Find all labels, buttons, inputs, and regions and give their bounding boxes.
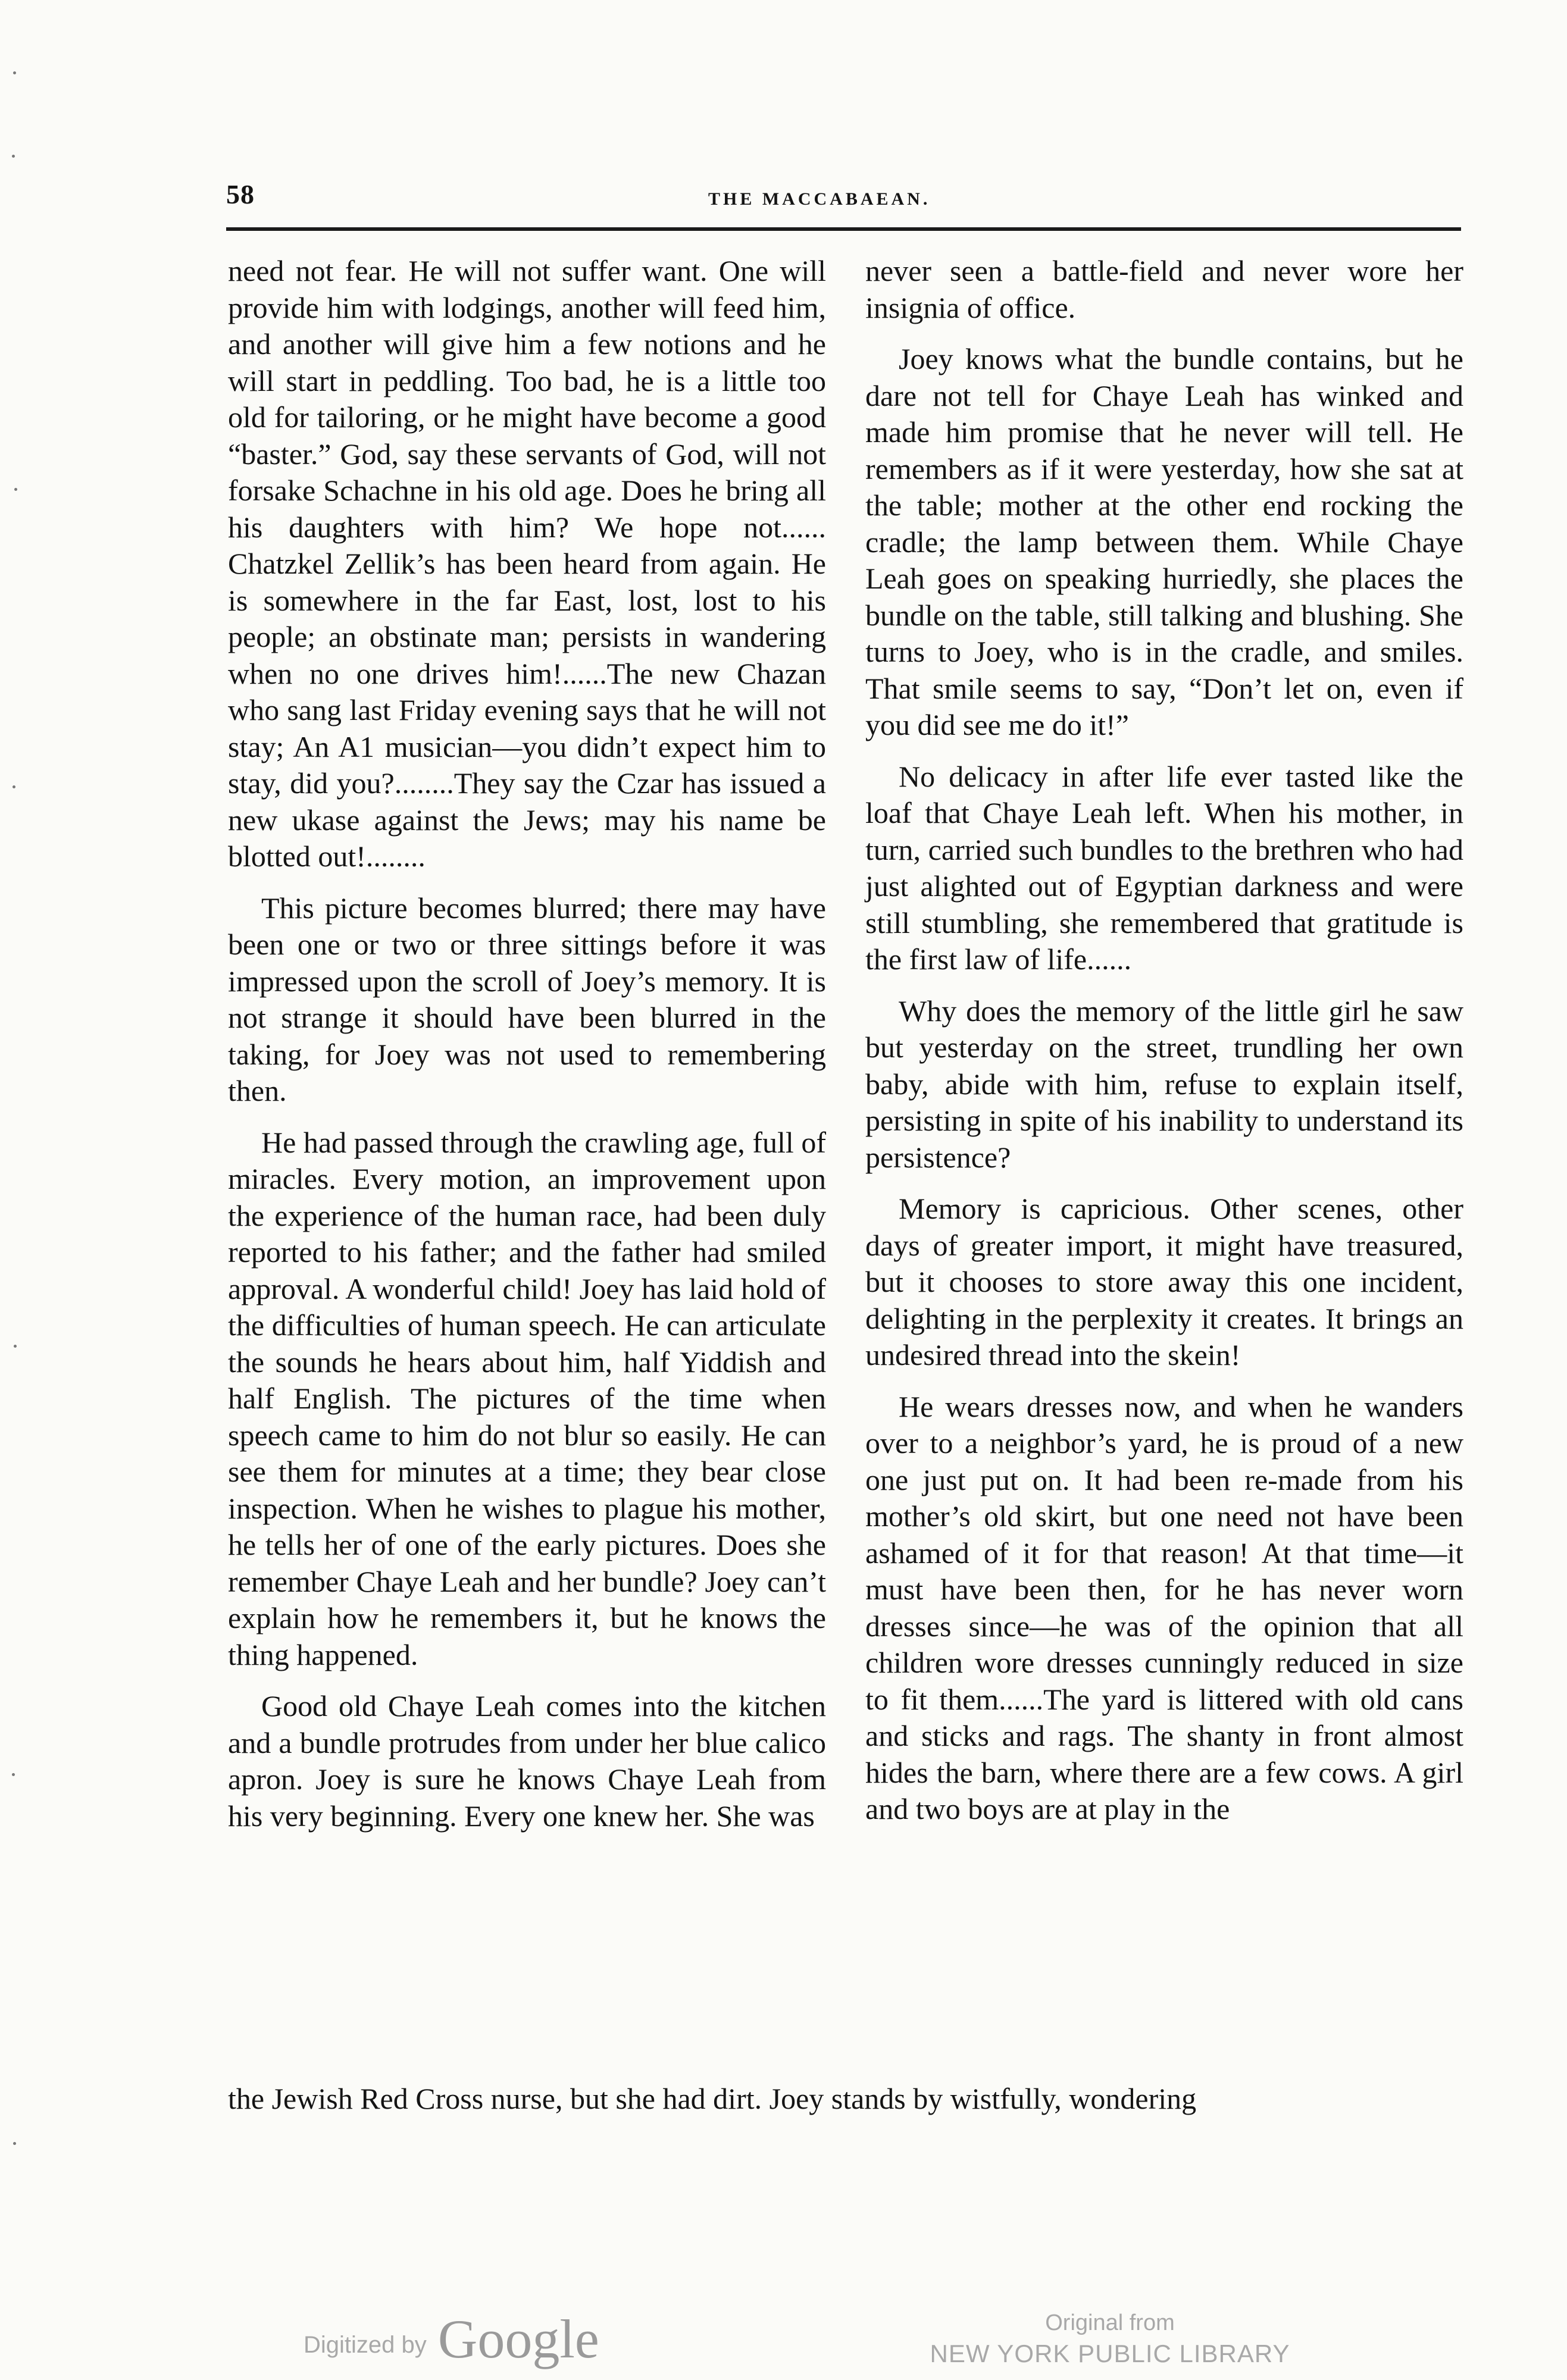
source-watermark — [919, 2310, 1300, 2368]
left-column — [228, 253, 826, 1849]
source-library: NEW YORK PUBLIC LIBRARY — [930, 2340, 1290, 2368]
scan-speck — [12, 785, 15, 788]
running-title: THE MACCABAEAN. — [708, 189, 931, 209]
right-column — [865, 253, 1463, 1843]
paragraph: This picture becomes blurred; there may have been one or two or three sittings before it was impressed upon the scroll of Joey’s memory. It is not strange it should have been blurred in the taking, for Joey was not used to remembering then. — [228, 891, 826, 1107]
paragraph: need not fear. He will not suffer want. One will provide him with lodgings, another will feed him, and another will give him a few notions and he will start in peddling. Too bad, he is a little too old for tailoring, or he might have become a good “baster.” God, say these servants of God, will not forsake Schachne in his old age. Does he bring all his daughters with him? We hope not...... Chatzkel Zellik’s has been heard from again. He is somewhere in the far East, lost, lost to his people; an obstinate man; persists in wandering when no one drives him!......The new Chazan who sang last Friday evening says that he will not stay; An A1 musician—you didn’t expect him to stay, did you?........They say the Czar has issued a new ukase against the Jews; may his name be blotted out!........ — [228, 254, 826, 873]
header-rule — [226, 227, 1461, 231]
source-label: Original from — [1045, 2310, 1175, 2335]
digitized-by-watermark — [304, 2307, 599, 2370]
paragraph: He had passed through the crawling age, full of miracles. Every motion, an improvement upon the experience of the human race, had been duly reported to his father; and the father had smiled approval. A wonderful child! Joey has laid hold of the difficulties of human speech. He can articulate the sounds he hears about him, half Yiddish and half English. The pictures of the time when speech came to him do not blur so easily. He can see them for minutes at a time; they bear close inspection. When he wishes to plague his mother, he tells her of one of the early pictures. Does she remember Chaye Leah and her bundle? Joey can’t explain how he remembers it, but he knows the thing happened. — [228, 1125, 826, 1671]
paragraph: Memory is capricious. Other scenes, other days of greater import, it might have treasured, but it chooses to store away this one incident, delighting in the perplexity it creates. It brings an undesired thread into the skein! — [865, 1192, 1463, 1371]
scan-speck — [13, 2142, 16, 2145]
paragraph: Good old Chaye Leah comes into the kitchen and a bundle protrudes from under her blue calico apron. Joey is sure he knows Chaye Leah from his very beginning. Every one knew her. She was — [228, 1689, 826, 1833]
scan-speck — [12, 1773, 15, 1776]
scan-speck — [14, 488, 17, 491]
digitized-label: Digitized by — [304, 2332, 427, 2358]
paragraph: Why does the memory of the little girl he saw but yesterday on the street, trundling her own baby, abide with him, refuse to explain itself, persisting in spite of his inability to understand its persistence? — [865, 994, 1463, 1174]
paragraph: Joey knows what the bundle contains, but he dare not tell for Chaye Leah has winked and made him promise that he never will tell. He remembers as if it were yesterday, how she sat at the table; mother at the other end rocking the cradle; the lamp between them. While Chaye Leah goes on speaking hurriedly, she places the bundle on the table, still talking and blushing. She turns to Joey, who is in the cradle, and smiles. That smile seems to say, “Don’t let on, even if you did see me do it!” — [865, 342, 1463, 741]
scan-speck — [13, 71, 16, 74]
scan-speck — [12, 155, 15, 158]
page-number: 58 — [226, 179, 255, 209]
paragraph: He wears dresses now, and when he wanders over to a neighbor’s yard, he is proud of a new one just put on. It had been re-made from his mother’s old skirt, but one need not have been ashamed of it for that reason! At that time—it must have been then, for he has never worn dresses since—he was of the opinion that all children wore dresses cunningly reduced in size to fit them......The yard is littered with old cans and sticks and rags. The shanty in front almost hides the barn, where there are a few cows. A girl and two boys are at play in the — [865, 1389, 1463, 1825]
google-logo: Google — [437, 2309, 599, 2369]
paragraph: No delicacy in after life ever tasted like the loaf that Chaye Leah left. When his mother, in turn, carried such bundles to the brethren who had just alighted out of Egyptian darkness and were still stumbling, she remembered that gratitude is the first law of life...... — [865, 759, 1463, 976]
paragraph: never seen a battle-field and never wore her insignia of office. — [865, 254, 1463, 324]
bottom-bridge-line: the Jewish Red Cross nurse, but she had dirt. Joey stands by wistfully, wondering — [228, 2082, 1197, 2115]
scan-speck — [14, 1345, 17, 1348]
